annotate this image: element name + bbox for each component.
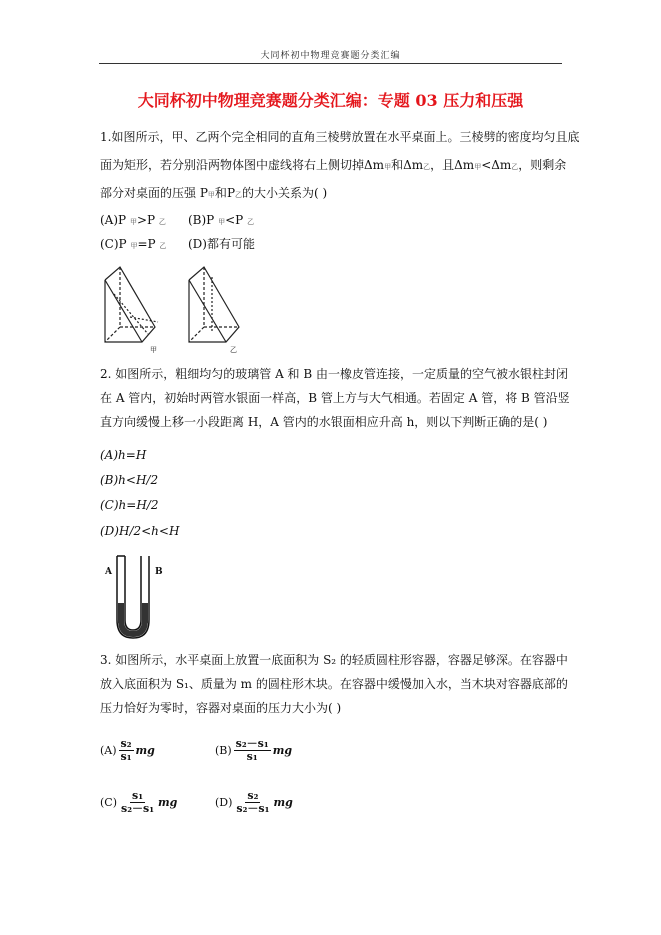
fraction: $\frac{\text{s₂}}{\text{s₁}}$ (120, 737, 132, 763)
fraction: $\frac{\text{s₁}}{\text{s₂－s₁}}$ (121, 789, 155, 815)
figure-label-jia: 甲 (150, 346, 157, 354)
q3-option-a: (A) $\frac{\text{s₂}}{\text{s₁}}$ mg (100, 737, 155, 763)
prism-jia (105, 267, 158, 342)
q2-option-a: (A)h=H (100, 448, 147, 462)
q3-option-b: (B) $\frac{\text{s₂－s₁}}{\text{s₁}}$ mg (215, 737, 293, 763)
q1-option-c: (C)P 甲=P 乙 (100, 237, 167, 251)
q1-line1: 1.如图所示，甲、乙两个完全相同的直角三棱劈放置在水平桌面上。三棱劈的密度均匀且底 (100, 130, 580, 144)
q2-option-d: (D)H/2<h<H (100, 524, 180, 538)
prism-yi (189, 267, 239, 342)
q2-option-b: (B)h<H/2 (100, 473, 159, 487)
fraction: $\frac{\text{s₂}}{\text{s₂－s₁}}$ (236, 789, 270, 815)
figure-label-yi: 乙 (230, 346, 237, 354)
q1-option-b: (B)P 甲<P 乙 (188, 213, 255, 227)
q3-option-c: (C) $\frac{\text{s₁}}{\text{s₂－s₁}}$ mg (100, 789, 178, 815)
q1-option-d: (D)都有可能 (188, 237, 255, 251)
q3-option-d: (D) $\frac{\text{s₂}}{\text{s₂－s₁}}$ mg (215, 789, 293, 815)
q1-line3: 部分对桌面的压强 P甲和P乙的大小关系为( ) (100, 186, 328, 200)
header-divider (99, 63, 562, 64)
page-header: 大同杯初中物理竞赛题分类汇编 (260, 51, 401, 61)
q3-stem: 3. 如图所示，水平桌面上放置一底面积为 S₂ 的轻质圆柱形容器，容器足够深。在容器中放入底面积为 S₁、质量为 m 的圆柱形木块。在容器中缓慢加入水，当木块对容器底部的压力恰好为零时，容器对桌面的压力大小为( ) (100, 653, 568, 715)
q1-prism-figure (100, 262, 260, 352)
document-title: 大同杯初中物理竞赛题分类汇编：专题 03 压力和压强 (137, 91, 524, 110)
q1-option-a: (A)P 甲>P 乙 (100, 213, 166, 227)
q2-stem: 2. 如图所示，粗细均匀的玻璃管 A 和 B 由一橡皮管连接，一定质量的空气被水银柱封闭在 A 管内，初始时两管水银面一样高，B 管上方与大气相通。若固定 A 管，将 B 管沿竖直方向缓慢上移一小段距离 H，A 管内的水银面相应升高 h，则以下判断正确的是( ) (100, 367, 570, 429)
q1-line2: 面为矩形，若分别沿两物体图中虚线将右上侧切掉Δm甲和Δm乙，且Δm甲<Δm乙，则剩余 (100, 158, 567, 172)
fraction: $\frac{\text{s₂－s₁}}{\text{s₁}}$ (235, 737, 269, 763)
tube-label-b: B (155, 567, 163, 577)
tube-label-a: A (105, 567, 112, 577)
q2-option-c: (C)h=H/2 (100, 498, 159, 512)
q2-u-tube-figure (100, 548, 170, 643)
